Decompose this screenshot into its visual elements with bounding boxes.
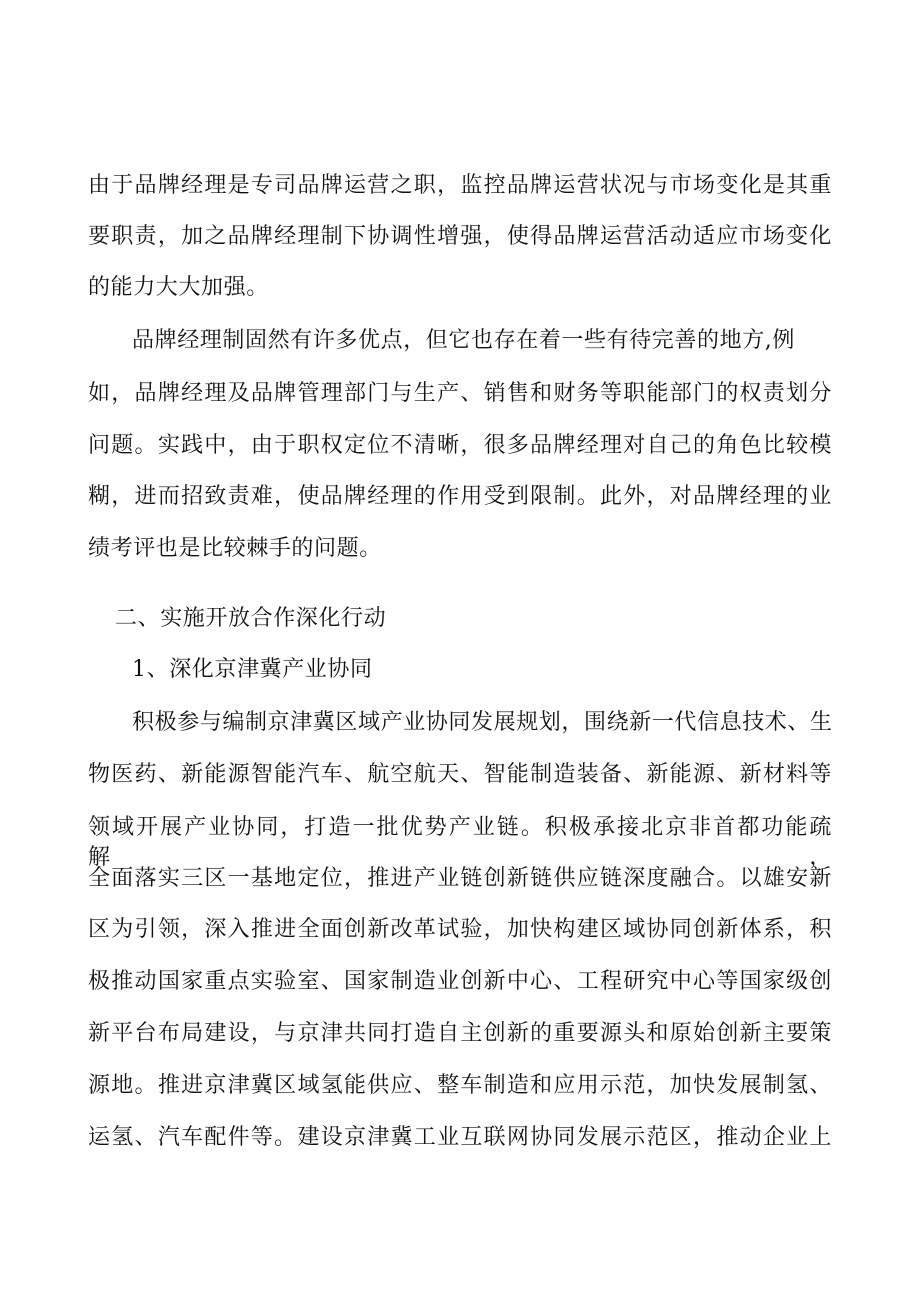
paragraph-line: 品牌经理制固然有许多优点，但它也存在着一些有待完善的地方,例: [132, 328, 795, 353]
paragraph-line: 源地。推进京津冀区域氢能供应、整车制造和应用示范，加快发展制氢、: [88, 1073, 832, 1098]
paragraph-line: 全面落实三区一基地定位，推进产业链创新链供应链深度融合。以雄安新: [88, 866, 832, 891]
paragraph-line: 新平台布局建设，与京津共同打造自主创新的重要源头和原始创新主要策: [88, 1021, 832, 1046]
paragraph-line: 问题。实践中，由于职权定位不清晰，很多品牌经理对自己的角色比较模: [88, 433, 832, 458]
paragraph-line: 领域开展产业协同，打造一批优势产业链。积极承接北京非首都功能疏解，: [88, 815, 832, 870]
paragraph-line: 积极参与编制京津冀区域产业协同发展规划，围绕新一代信息技术、生: [132, 710, 833, 735]
paragraph-line: 糊，进而招致责难，使品牌经理的作用受到限制。此外，对品牌经理的业: [88, 484, 832, 509]
subsection-heading: 1、深化京津冀产业协同: [132, 657, 373, 682]
paragraph-line: 由于品牌经理是专司品牌运营之职，监控品牌运营状况与市场变化是其重: [88, 173, 832, 198]
paragraph-line: 的能力大大加强。: [88, 275, 269, 300]
section-heading: 二、实施开放合作深化行动: [115, 606, 387, 631]
paragraph-line: 极推动国家重点实验室、国家制造业创新中心、工程研究中心等国家级创: [88, 969, 832, 994]
paragraph-line: 区为引领，深入推进全面创新改革试验，加快构建区域协同创新体系，积: [88, 917, 832, 942]
paragraph-line: 绩考评也是比较棘手的问题。: [88, 536, 382, 561]
paragraph-line: 物医药、新能源智能汽车、航空航天、智能制造装备、新能源、新材料等: [88, 762, 832, 787]
paragraph-line: 如，品牌经理及品牌管理部门与生产、销售和财务等职能部门的权责划分: [88, 381, 832, 406]
paragraph-line: 要职责，加之品牌经理制下协调性增强，使得品牌运营活动适应市场变化: [88, 224, 832, 249]
paragraph-line: 运氢、汽车配件等。建设京津冀工业互联网协同发展示范区，推动企业上: [88, 1125, 832, 1150]
